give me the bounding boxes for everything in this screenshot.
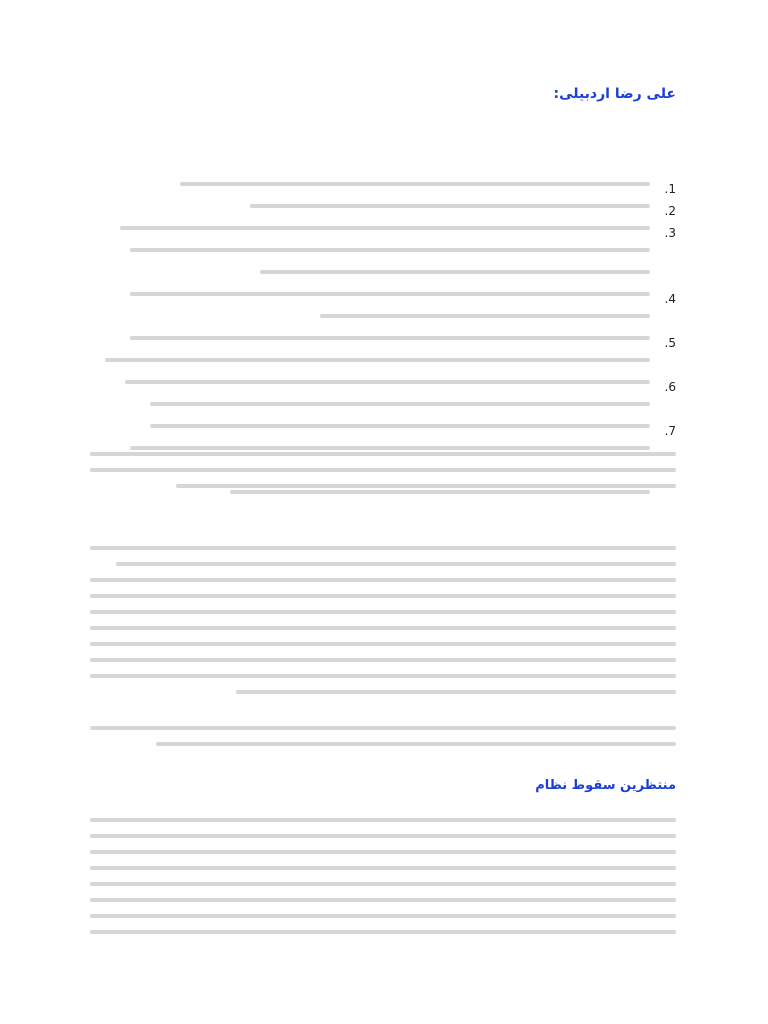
text-line-placeholder [90,914,676,918]
text-line-placeholder [90,834,676,838]
text-line-placeholder [150,424,650,428]
list-item [90,182,676,198]
list-item [90,336,676,352]
text-line-placeholder [90,578,676,582]
text-line-placeholder [90,658,676,662]
text-line-placeholder [130,248,650,252]
text-line-placeholder [250,204,650,208]
text-line-placeholder [130,336,650,340]
list-number: 6. [664,380,676,394]
list-number: 1. [664,182,676,196]
text-line-placeholder [90,850,676,854]
list-item [90,292,676,308]
list-item [90,402,676,418]
text-line-placeholder [90,452,676,456]
list-item [90,204,676,220]
list-number: 2. [664,204,676,218]
list-item [90,314,676,330]
list-number: 3. [664,226,676,240]
paragraph [90,546,676,706]
text-line-placeholder [90,642,676,646]
text-line-placeholder [90,726,676,730]
list-number: 4. [664,292,676,306]
text-line-placeholder [156,742,676,746]
text-line-placeholder [320,314,650,318]
paragraph [90,726,676,758]
text-line-placeholder [90,546,676,550]
text-line-placeholder [125,380,650,384]
text-line-placeholder [90,898,676,902]
text-line-placeholder [176,484,676,488]
text-line-placeholder [236,690,676,694]
text-line-placeholder [90,818,676,822]
list-item [90,380,676,396]
text-line-placeholder [90,594,676,598]
text-line-placeholder [116,562,676,566]
list-item [90,358,676,374]
text-line-placeholder [90,866,676,870]
section-heading: منتظرين سقوط نظام [535,778,676,793]
text-line-placeholder [105,358,650,362]
text-line-placeholder [130,446,650,450]
text-line-placeholder [180,182,650,186]
text-line-placeholder [90,626,676,630]
text-line-placeholder [90,674,676,678]
article-title: علی رضا اردبیلی: [553,86,676,102]
list-item [90,248,676,264]
list-number: 5. [664,336,676,350]
text-line-placeholder [130,292,650,296]
text-line-placeholder [90,610,676,614]
list-item [90,424,676,440]
text-line-placeholder [90,882,676,886]
text-line-placeholder [120,226,650,230]
text-line-placeholder [90,468,676,472]
paragraph [90,452,676,500]
list-number: 7. [664,424,676,438]
list-item [90,270,676,286]
list-item [90,226,676,242]
text-line-placeholder [260,270,650,274]
text-line-placeholder [150,402,650,406]
paragraph [90,818,676,946]
text-line-placeholder [90,930,676,934]
